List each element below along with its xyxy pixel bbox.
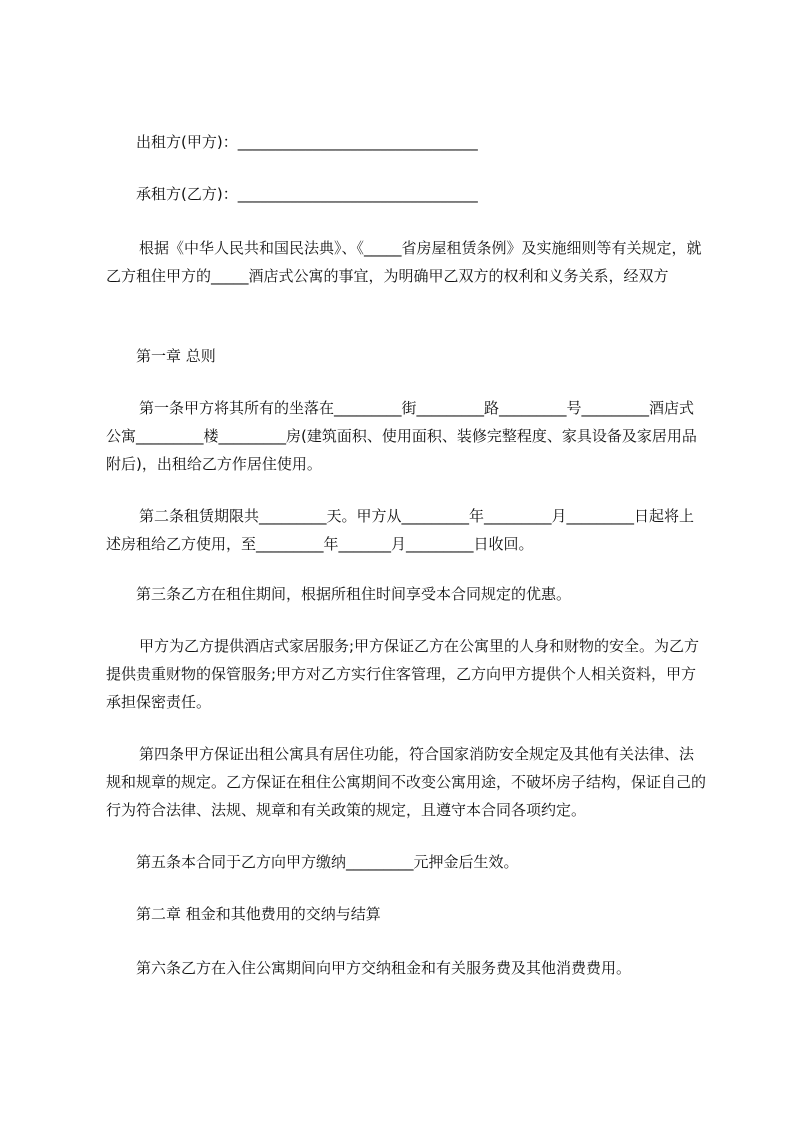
- intro-paragraph: 根据《中华人民共和国民法典》、《_____省房屋租赁条例》及实施细则等有关规定，就乙方租住甲方的_____酒店式公寓的事宜，为明确甲乙双方的权利和义务关系，经双方: [106, 239, 702, 285]
- lessor-blank: ________________________________: [237, 133, 478, 151]
- article-4: 第四条甲方保证出租公寓具有居住功能，符合国家消防安全规定及其他有关法律、法规和规章的规定。乙方保证在租住公寓期间不改变公寓用途，不破坏房子结构，保证自己的行为符合法律、法规、规章和有关政策的规定，且遵守本合同各项约定。: [106, 745, 707, 819]
- lessor-label: 出租方(甲方)：: [136, 133, 238, 151]
- lessee-label: 承租方(乙方)：: [136, 185, 238, 203]
- article-6: 第六条乙方在入住公寓期间向甲方交纳租金和有关服务费及其他消费费用。: [136, 959, 632, 977]
- article-3: 第三条乙方在租住期间，根据所租住时间享受本合同规定的优惠。: [136, 585, 572, 603]
- article-2: 第二条租赁期限共_________天。甲方从_________年_________月_________日起将上述房租给乙方使用，至_________年_______月_________日收回。: [106, 507, 695, 553]
- chapter-2-heading: 第二章 租金和其他费用的交纳与结算: [136, 905, 381, 923]
- services-paragraph: 甲方为乙方提供酒店式家居服务;甲方保证乙方在公寓里的人身和财物的安全。为乙方提供贵重财物的保管服务;甲方对乙方实行住客管理，乙方向甲方提供个人相关资料，甲方承担保密责任。: [106, 637, 700, 711]
- lessee-line: [136, 180, 706, 208]
- lessor-line: [136, 128, 706, 156]
- article-5: 第五条本合同于乙方向甲方缴纳_________元押金后生效。: [136, 853, 519, 871]
- chapter-1-heading: 第一章 总则: [136, 347, 216, 365]
- article-1: 第一条甲方将其所有的坐落在_________街_________路_________号_________酒店式公寓_________楼_________房(建筑面积、使用面积、装修完整程度、家具设备及家居用品附后)，出租给乙方作居住使用。: [106, 399, 697, 473]
- lessee-blank: ________________________________: [237, 185, 478, 203]
